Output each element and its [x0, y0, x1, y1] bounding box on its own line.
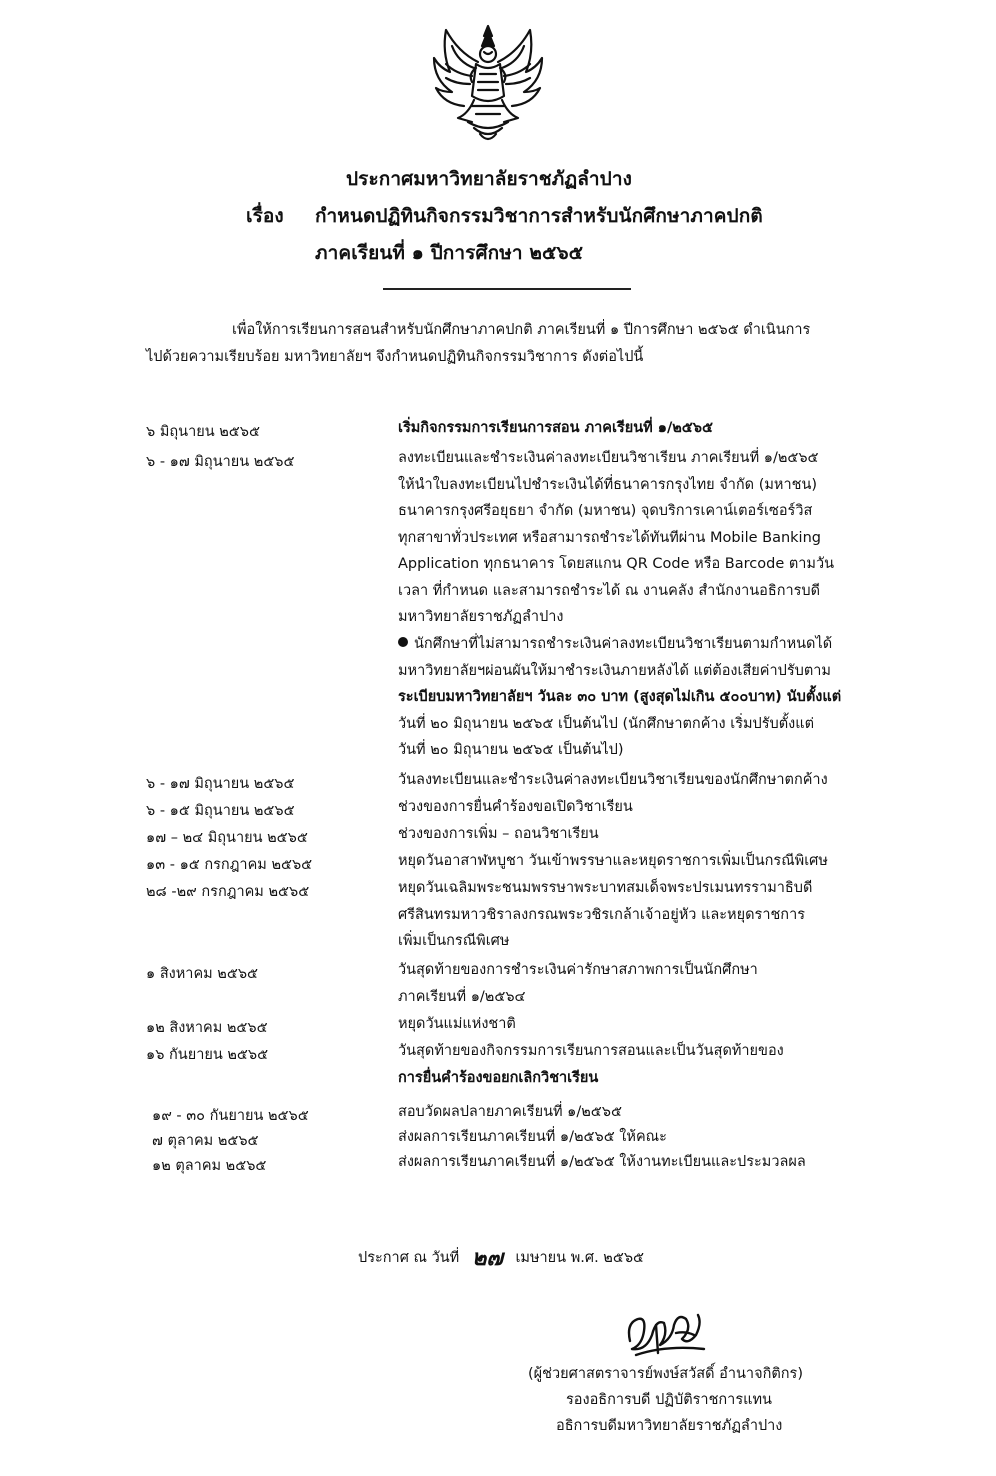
schedule-description — [398, 957, 864, 1010]
schedule-line: ให้นำใบลงทะเบียนไปชำระเงินได้ที่ธนาคารกรุงไทย จำกัด (มหาชน) — [398, 476, 818, 493]
schedule-description — [398, 415, 864, 442]
title-underline — [383, 288, 631, 290]
schedule-date: ๗ ตุลาคม ๒๕๖๕ — [152, 1133, 259, 1149]
schedule-date: ๑๒ ตุลาคม ๒๕๖๕ — [152, 1158, 267, 1174]
schedule-line: หยุดวันอาสาฬหบูชา วันเข้าพรรษาและหยุดราชการเพิ่มเป็นกรณีพิเศษ — [398, 853, 828, 869]
schedule-line: ลงทะเบียนและชำระเงินค่าลงทะเบียนวิชาเรียน ภาคเรียนที่ ๑/๒๕๖๕ — [398, 450, 819, 466]
schedule-date: ๑๗ – ๒๔ มิถุนายน ๒๕๖๕ — [146, 830, 308, 846]
schedule-line: วันสุดท้ายของการชำระเงินค่ารักษาสภาพการเป็นนักศึกษา — [398, 962, 758, 978]
signer-role: รองอธิการบดี ปฏิบัติราชการแทน — [566, 1392, 772, 1408]
schedule-line: ส่งผลการเรียนภาคเรียนที่ ๑/๒๕๖๕ ให้งานทะเบียนและประมวลผล — [398, 1154, 806, 1170]
announcement-date — [358, 1240, 644, 1275]
schedule-line: หยุดวันแม่แห่งชาติ — [398, 1016, 516, 1032]
schedule-date: ๑๒ สิงหาคม ๒๕๖๕ — [146, 1020, 268, 1036]
announcement-day: ๒๗ — [471, 1245, 503, 1271]
schedule-line: หยุดวันเฉลิมพระชนมพรรษาพระบาทสมเด็จพระปรเมนทรรามาธิบดี — [398, 880, 813, 896]
schedule-line: นักศึกษาที่ไม่สามารถชำระเงินค่าลงทะเบียนวิชาเรียนตามกำหนดได้ — [414, 636, 833, 652]
schedule-line: เวลา ที่กำหนด และสามารถชำระได้ ณ งานคลัง สำนักงานอธิการบดี — [398, 582, 821, 599]
schedule-description — [398, 1011, 864, 1038]
schedule-date: ๑๓ - ๑๕ กรกฎาคม ๒๕๖๕ — [146, 857, 313, 873]
schedule-description — [398, 1099, 864, 1126]
schedule-line: ศรีสินทรมหาวชิราลงกรณพระวชิรเกล้าเจ้าอยู่หัว และหยุดราชการ — [398, 906, 806, 923]
schedule-line: วันสุดท้ายของกิจกรรมการเรียนการสอนและเป็นวันสุดท้ายของ — [398, 1043, 784, 1059]
schedule-description — [398, 445, 864, 631]
schedule-date: ๖ - ๑๗ มิถุนายน ๒๕๖๕ — [146, 776, 295, 792]
schedule-line: ธนาคารกรุงศรีอยุธยา จำกัด (มหาชน) จุดบริการเคาน์เตอร์เซอร์วิส — [398, 503, 813, 519]
term-text: ภาคเรียนที่ ๑ ปีการศึกษา ๒๕๖๕ — [315, 242, 584, 264]
announcement-date-prefix: ประกาศ ณ วันที่ — [358, 1250, 460, 1266]
schedule-line: ทุกสาขาทั่วประเทศ หรือสามารถชำระได้ทันทีผ่าน Mobile Banking — [398, 529, 821, 546]
schedule-description — [398, 794, 864, 821]
schedule-date: ๑๖ กันยายน ๒๕๖๕ — [146, 1047, 269, 1063]
schedule-description — [398, 875, 864, 955]
schedule-line: Application ทุกธนาคาร โดยสแกน QR Code หรือ Barcode ตามวัน — [398, 556, 835, 572]
schedule-description — [398, 1124, 864, 1151]
schedule-date: ๖ - ๑๕ มิถุนายน ๒๕๖๕ — [146, 803, 295, 819]
announcement-title: ประกาศมหาวิทยาลัยราชภัฏลำปาง — [346, 168, 632, 190]
announcement-date-suffix: เมษายน พ.ศ. ๒๕๖๕ — [515, 1250, 645, 1266]
schedule-line: ภาคเรียนที่ ๑/๒๕๖๔ — [398, 988, 526, 1005]
schedule-description — [398, 848, 864, 875]
schedule-line: ระเบียบมหาวิทยาลัยฯ วันละ ๓๐ บาท (สูงสุดไม่เกิน ๕๐๐บาท) นับตั้งแต่ — [398, 689, 842, 705]
signer-office: อธิการบดีมหาวิทยาลัยราชภัฏลำปาง — [556, 1418, 783, 1434]
subject-label: เรื่อง — [246, 205, 284, 227]
schedule-description — [398, 767, 864, 794]
schedule-line: วันลงทะเบียนและชำระเงินค่าลงทะเบียนวิชาเรียนของนักศึกษาตกค้าง — [398, 772, 828, 788]
schedule-line: มหาวิทยาลัยฯผ่อนผันให้มาชำระเงินภายหลังได้ แต่ต้องเสียค่าปรับตาม — [398, 662, 831, 679]
schedule-date: ๖ - ๑๗ มิถุนายน ๒๕๖๕ — [146, 454, 295, 470]
schedule-description — [398, 1149, 864, 1176]
schedule-line: สอบวัดผลปลายภาคเรียนที่ ๑/๒๕๖๕ — [398, 1104, 622, 1120]
handwritten-signature — [616, 1305, 726, 1365]
schedule-line: การยื่นคำร้องขอยกเลิกวิชาเรียน — [398, 1069, 599, 1086]
schedule-line: ส่งผลการเรียนภาคเรียนที่ ๑/๒๕๖๕ ให้คณะ — [398, 1129, 667, 1145]
schedule-date: ๑๙ - ๓๐ กันยายน ๒๕๖๕ — [152, 1108, 309, 1124]
schedule-line: มหาวิทยาลัยราชภัฏลำปาง — [398, 609, 564, 625]
intro-line-1: เพื่อให้การเรียนการสอนสำหรับนักศึกษาภาคปกติ ภาคเรียนที่ ๑ ปีการศึกษา ๒๕๖๕ ดำเนินการ — [232, 322, 811, 338]
schedule-date: ๑ สิงหาคม ๒๕๖๕ — [146, 966, 259, 982]
schedule-line: ช่วงของการเพิ่ม – ถอนวิชาเรียน — [398, 826, 599, 842]
intro-line-2: ไปด้วยความเรียบร้อย มหาวิทยาลัยฯ จึงกำหนดปฏิทินกิจกรรมวิชาการ ดังต่อไปนี้ — [146, 349, 644, 365]
schedule-line: วันที่ ๒๐ มิถุนายน ๒๕๖๕ เป็นต้นไป (นักศึกษาตกค้าง เริ่มปรับตั้งแต่ — [398, 715, 814, 732]
late-payment-note — [398, 631, 864, 764]
schedule-line: เริ่มกิจกรรมการเรียนการสอน ภาคเรียนที่ ๑/๒๕๖๕ — [398, 420, 713, 436]
garuda-emblem — [428, 22, 548, 148]
schedule-description — [398, 821, 864, 848]
signer-name: (ผู้ช่วยศาสตราจารย์พงษ์สวัสดิ์ อำนาจกิติกร) — [528, 1366, 803, 1382]
bullet-icon — [398, 637, 408, 647]
schedule-date: ๒๘ -๒๙ กรกฎาคม ๒๕๖๕ — [146, 884, 310, 900]
schedule-line: ช่วงของการยื่นคำร้องขอเปิดวิชาเรียน — [398, 799, 633, 815]
subject-text: กำหนดปฏิทินกิจกรรมวิชาการสำหรับนักศึกษาภาคปกติ — [315, 205, 763, 227]
schedule-line: วันที่ ๒๐ มิถุนายน ๒๕๖๕ เป็นต้นไป) — [398, 742, 624, 758]
schedule-description — [398, 1038, 864, 1091]
schedule-date: ๖ มิถุนายน ๒๕๖๕ — [146, 424, 260, 440]
schedule-line: เพิ่มเป็นกรณีพิเศษ — [398, 933, 510, 949]
